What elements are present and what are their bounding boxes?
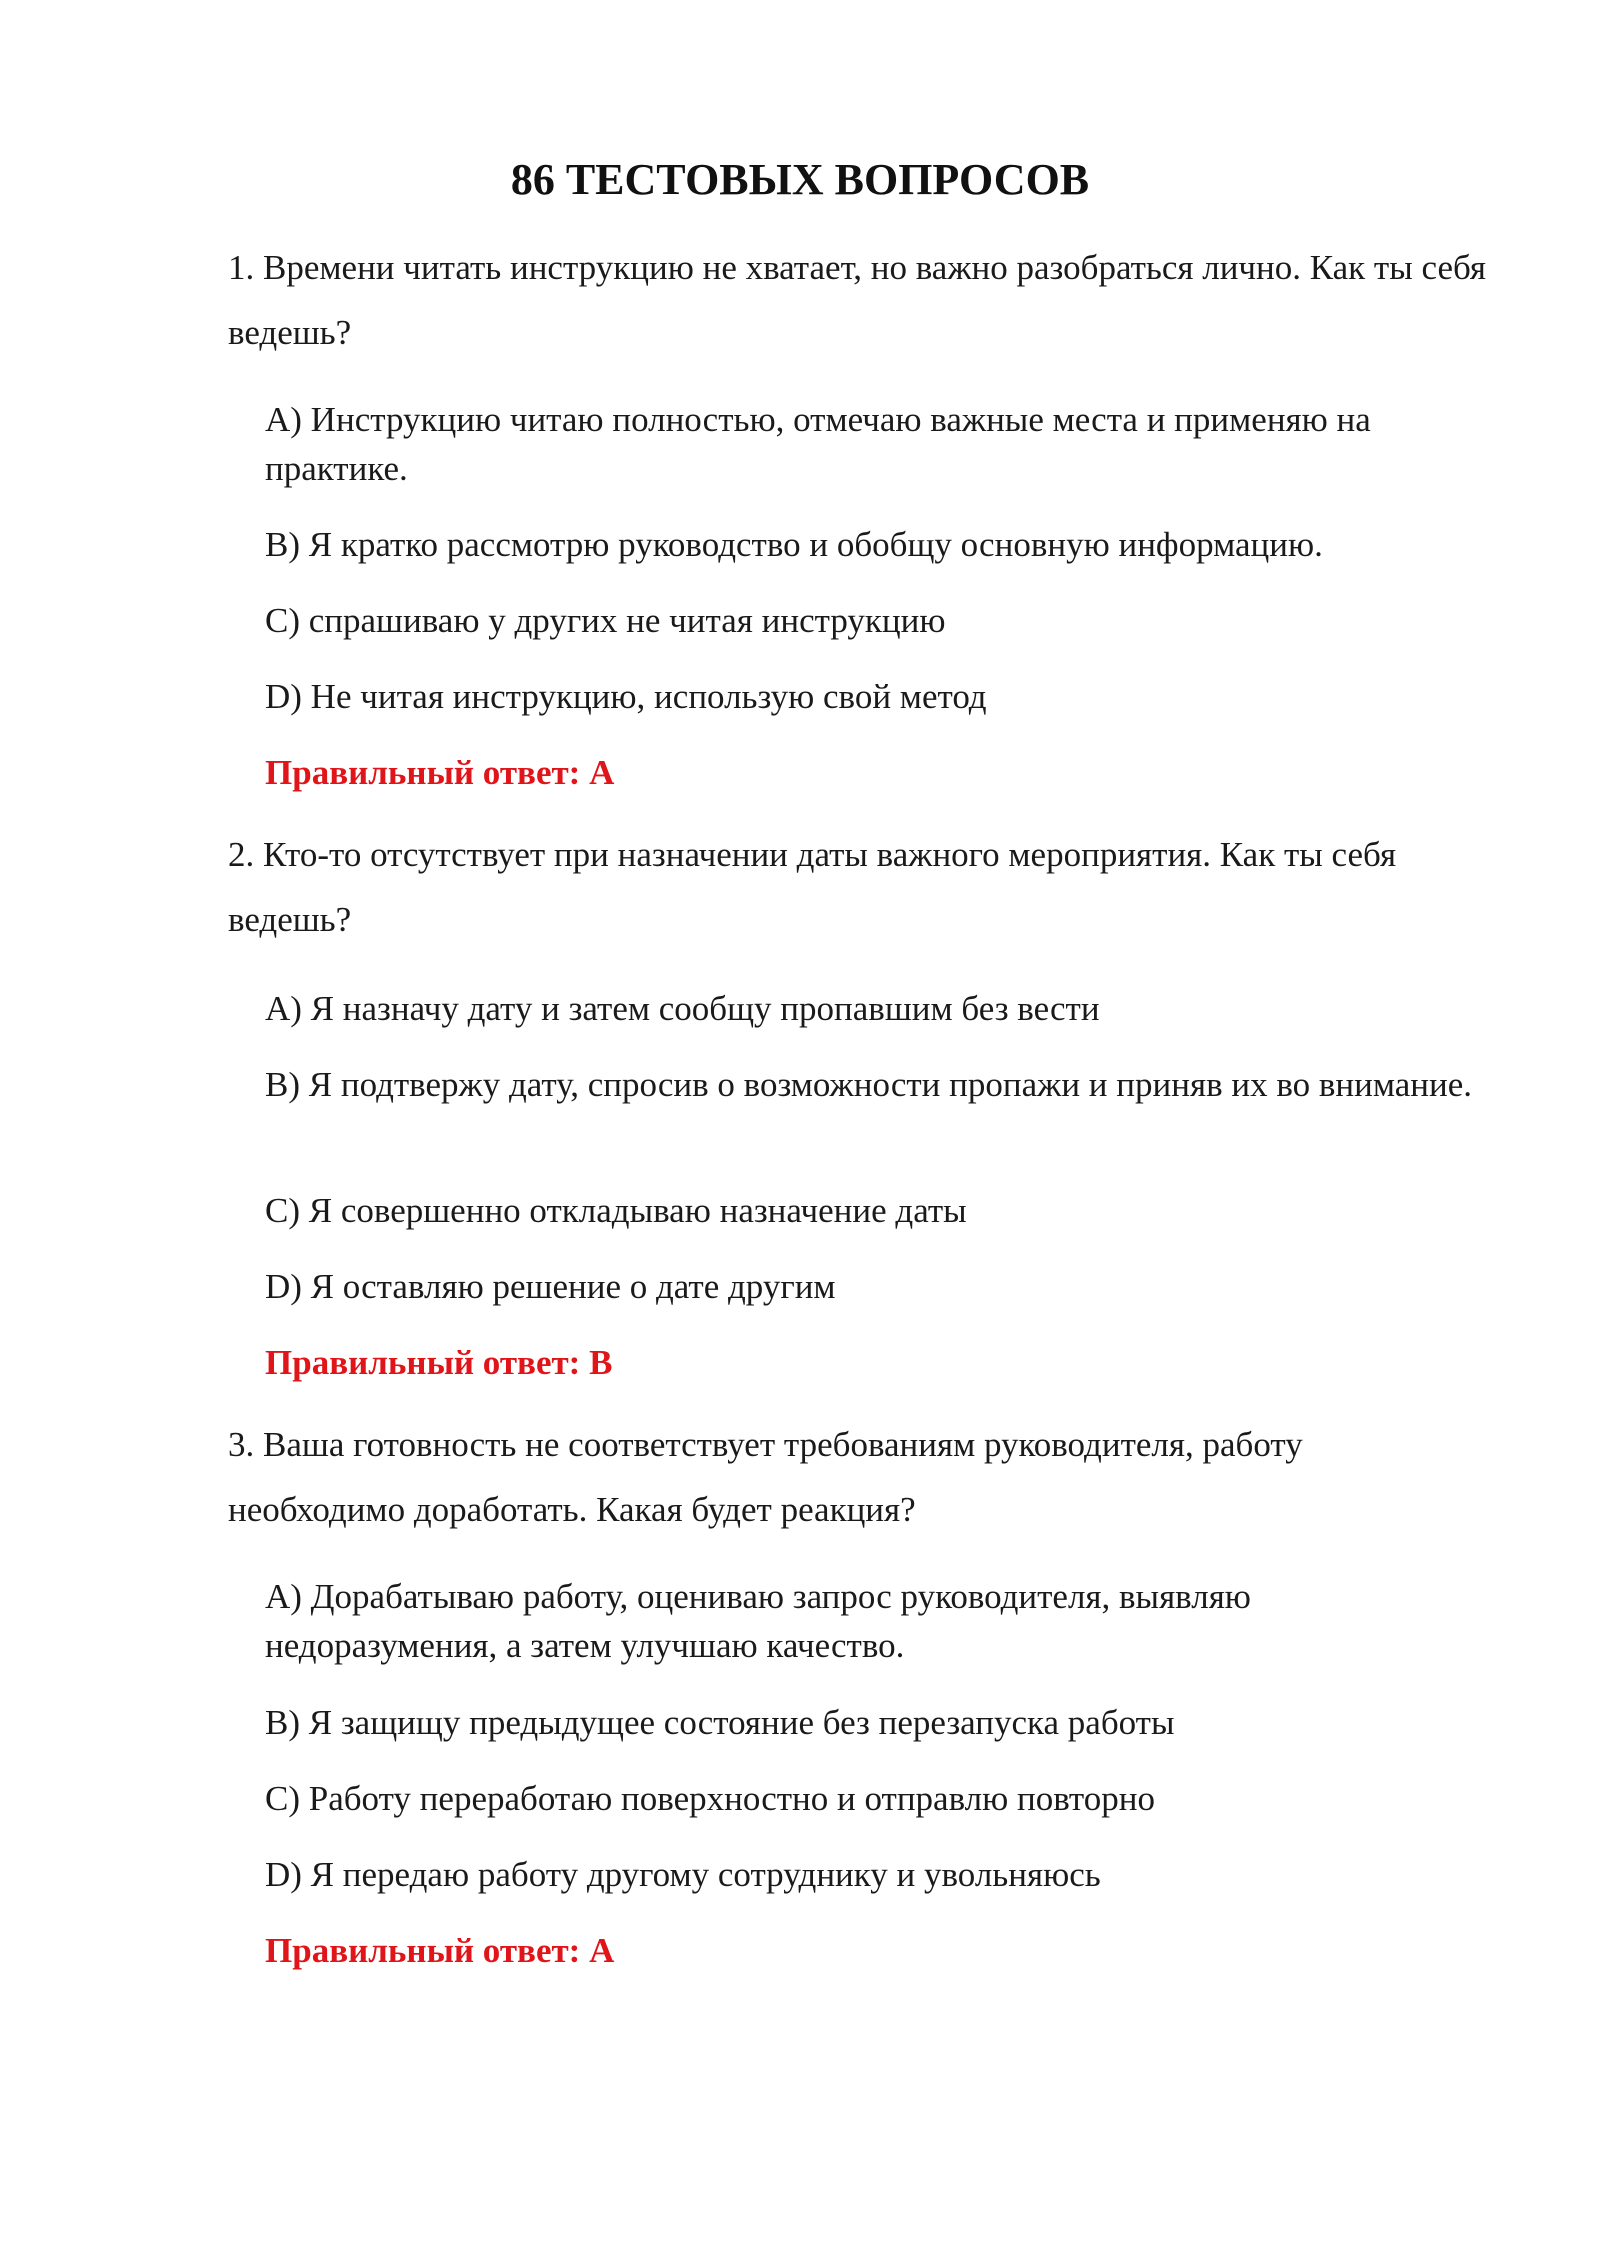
question-3-option-c: C) Работу переработаю поверхностно и отправлю повторно [265,1779,1155,1818]
question-3-option-d: D) Я передаю работу другому сотруднику и увольняюсь [265,1855,1101,1894]
question-2-option-c: C) Я совершенно откладываю назначение даты [265,1191,967,1230]
question-2-option-a: A) Я назначу дату и затем сообщу пропавшим без вести [265,989,1100,1028]
question-3-text: 3. Ваша готовность не соответствует требованиям руководителя, работу необходимо доработать. Какая будет реакция? [228,1425,1303,1529]
question-2-text: 2. Кто-то отсутствует при назначении даты важного мероприятия. Как ты себя ведешь? [228,835,1397,939]
question-2-option-b: B) Я подтвержу дату, спросив о возможности пропажи и приняв их во внимание. [265,1065,1473,1104]
question-1-correct-answer: Правильный ответ: A [265,753,615,792]
question-3-option-b: B) Я защищу предыдущее состояние без перезапуска работы [265,1703,1175,1742]
question-1-option-a: A) Инструкцию читаю полностью, отмечаю важные места и применяю на практике. [265,400,1371,488]
question-1-option-c: C) спрашиваю у других не читая инструкцию [265,601,946,640]
question-1-text: 1. Времени читать инструкцию не хватает, но важно разобраться лично. Как ты себя ведешь? [228,248,1487,352]
question-2-option-d: D) Я оставляю решение о дате другим [265,1267,836,1306]
question-3-correct-answer: Правильный ответ: A [265,1931,615,1970]
question-1-option-b: B) Я кратко рассмотрю руководство и обобщу основную информацию. [265,525,1323,564]
question-3-option-a: A) Дорабатываю работу, оцениваю запрос руководителя, выявляю недоразумения, а затем улучшаю качество. [265,1577,1251,1665]
page-title: 86 ТЕСТОВЫХ ВОПРОСОВ [510,155,1090,204]
question-2-correct-answer: Правильный ответ: B [265,1343,613,1382]
question-1-option-d: D) Не читая инструкцию, использую свой метод [265,677,987,716]
